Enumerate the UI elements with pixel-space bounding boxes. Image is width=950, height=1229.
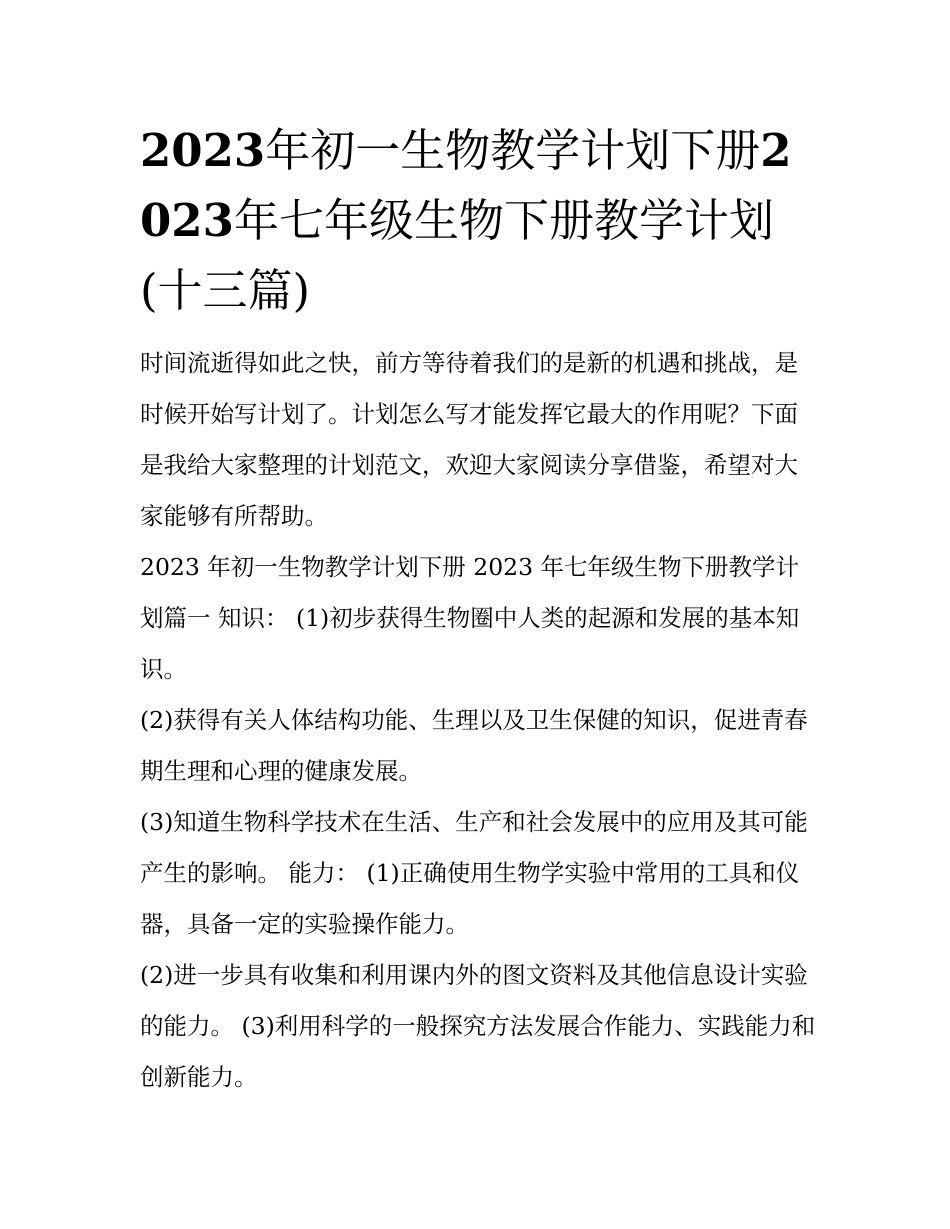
title-year-2: 2023 [140, 124, 792, 247]
paragraph-ability-2-3: (2)进一步具有收集和利用课内外的图文资料及其他信息设计实验的能力。 (3)利用科学的一般探究方法发展合作能力、实践能力和创新能力。 [140, 961, 816, 1091]
document-content [140, 116, 820, 1103]
paragraph-knowledge-2: (2)获得有关人体结构功能、生理以及卫生保健的知识，促进青春期生理和心理的健康发展。 [140, 706, 808, 785]
paragraph-knowledge-3-ability-1: (3)知道生物科学技术在生活、生产和社会发展中的应用及其可能产生的影响。 能力： (1)正确使用生物学实验中常用的工具和仪器，具备一定的实验操作能力。 [140, 808, 808, 938]
title-text-1: 年初一生物教学计划下册 [265, 124, 761, 177]
document-title [140, 116, 820, 326]
paragraph-knowledge-1: 2023 年初一生物教学计划下册 2023 年七年级生物下册教学计划篇一 知识： (1)初步获得生物圈中人类的起源和发展的基本知识。 [140, 553, 800, 683]
title-year-1: 2023 [140, 124, 266, 177]
title-text-2: 年七年级生物下册教学计划(十三篇) [140, 194, 774, 317]
paragraph-intro: 时间流逝得如此之快，前方等待着我们的是新的机遇和挑战，是时候开始写计划了。计划怎么写才能发挥它最大的作用呢？下面是我给大家整理的计划范文，欢迎大家阅读分享借鉴，希望对大家能够有所帮助。 [140, 349, 798, 530]
